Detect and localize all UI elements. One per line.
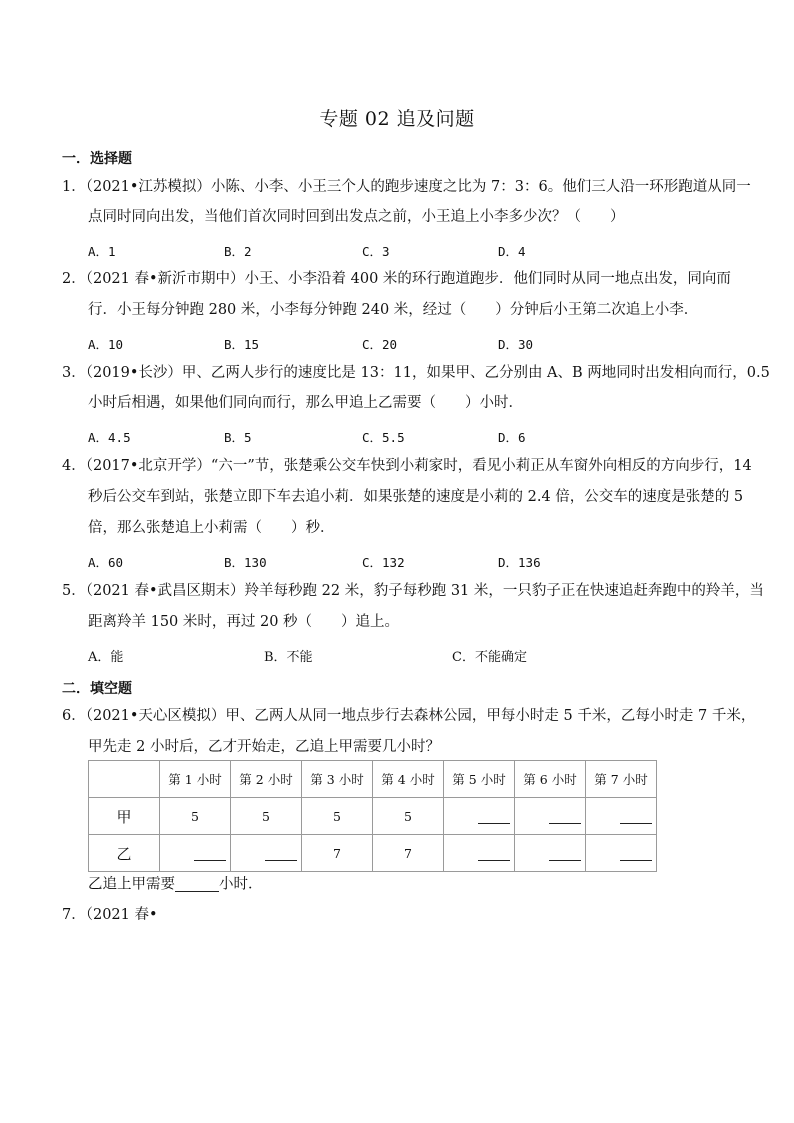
q2-option-d: D．30 [498, 337, 534, 352]
q6-answer-prefix: 乙追上甲需要 [88, 876, 175, 893]
q4-option-a: A．60 [88, 555, 124, 570]
q3-option-a: A．4.5 [88, 430, 131, 445]
q3-line1: 3．（2019•长沙）甲、乙两人步行的速度比是 13：11，如果甲、乙分别由 A、B 两地同时出发相向而行，0.5 [62, 365, 770, 381]
yi-hour-3: 7 [302, 835, 373, 872]
yi-hour-7-blank[interactable] [586, 835, 657, 872]
table-header-hour-3: 第 3 小时 [302, 761, 373, 798]
q1-option-c: C．3 [362, 244, 390, 259]
jia-hour-7-blank[interactable] [586, 798, 657, 835]
q3-line2: 小时后相遇，如果他们同向而行，那么甲追上乙需要（ ）小时． [88, 395, 523, 411]
q7-line1: 7．（2021 春• [62, 907, 158, 923]
q1-option-a: A．1 [88, 244, 116, 259]
yi-hour-4: 7 [373, 835, 444, 872]
q2-option-b: B．15 [224, 337, 260, 352]
q2-option-c: C．20 [362, 337, 398, 352]
section-heading-choice: 一．选择题 [62, 151, 132, 167]
q5-line2: 距离羚羊 150 米时，再过 20 秒（ ）追上。 [88, 614, 400, 630]
q5-option-a: A．能 [88, 650, 124, 665]
row-label-yi: 乙 [89, 835, 160, 872]
table-header-hour-7: 第 7 小时 [586, 761, 657, 798]
jia-hour-3: 5 [302, 798, 373, 835]
table-header-hour-1: 第 1 小时 [160, 761, 231, 798]
q4-option-b: B．130 [224, 555, 267, 570]
q2-line2: 行．小王每分钟跑 280 米，小李每分钟跑 240 米，经过（ ）分钟后小王第二次追上小李． [88, 302, 699, 318]
table-header-hour-5: 第 5 小时 [444, 761, 515, 798]
q6-answer-suffix: 小时． [219, 876, 263, 893]
speed-table [88, 760, 657, 872]
q1-option-b: B．2 [224, 244, 252, 259]
q2-line1: 2．（2021 春•新沂市期中）小王、小李沿着 400 米的环行跑道跑步．他们同时从同一地点出发，同向而 [62, 271, 731, 287]
table-header-row [89, 761, 657, 798]
q6-answer-line [88, 877, 263, 892]
jia-hour-1: 5 [160, 798, 231, 835]
q4-option-d: D．136 [498, 555, 541, 570]
jia-hour-4: 5 [373, 798, 444, 835]
q2-option-a: A．10 [88, 337, 124, 352]
jia-hour-6-blank[interactable] [515, 798, 586, 835]
table-corner-cell [89, 761, 160, 798]
q3-option-c: C．5.5 [362, 430, 405, 445]
table-header-hour-2: 第 2 小时 [231, 761, 302, 798]
yi-hour-1-blank[interactable] [160, 835, 231, 872]
row-label-jia: 甲 [89, 798, 160, 835]
yi-hour-2-blank[interactable] [231, 835, 302, 872]
q3-option-d: D．6 [498, 430, 526, 445]
q1-line2: 点同时同向出发，当他们首次同时回到出发点之前，小王追上小李多少次？（ ） [88, 209, 625, 225]
q6-line2: 甲先走 2 小时后，乙才开始走，乙追上甲需要几小时？ [88, 739, 440, 755]
q4-line1: 4．（2017•北京开学）“六一”节，张楚乘公交车快到小莉家时，看见小莉正从车窗外向相反的方向步行，14 [62, 458, 752, 474]
q4-option-c: C．132 [362, 555, 405, 570]
q4-line2: 秒后公交车到站，张楚立即下车去追小莉．如果张楚的速度是小莉的 2.4 倍，公交车的速度是张楚的 5 [88, 489, 744, 505]
page-title: 专题 02 追及问题 [319, 108, 475, 130]
yi-hour-5-blank[interactable] [444, 835, 515, 872]
q5-option-c: C．不能确定 [452, 650, 527, 665]
table-header-hour-6: 第 6 小时 [515, 761, 586, 798]
section-heading-fill: 二．填空题 [62, 681, 132, 697]
table-row-yi [89, 835, 657, 872]
q4-line3: 倍，那么张楚追上小莉需（ ）秒． [88, 520, 335, 536]
q5-option-b: B．不能 [264, 650, 313, 665]
jia-hour-5-blank[interactable] [444, 798, 515, 835]
q5-line1: 5．（2021 春•武昌区期末）羚羊每秒跑 22 米，豹子每秒跑 31 米，一只豹子正在快速追赶奔跑中的羚羊，当 [62, 583, 764, 599]
yi-hour-6-blank[interactable] [515, 835, 586, 872]
q3-option-b: B．5 [224, 430, 252, 445]
q6-line1: 6．（2021•天心区模拟）甲、乙两人从同一地点步行去森林公园，甲每小时走 5 千米，乙每小时走 7 千米， [62, 708, 756, 724]
table-row-jia [89, 798, 657, 835]
table-header-hour-4: 第 4 小时 [373, 761, 444, 798]
q1-option-d: D．4 [498, 244, 526, 259]
q6-answer-blank[interactable] [175, 877, 219, 892]
jia-hour-2: 5 [231, 798, 302, 835]
q1-line1: 1．（2021•江苏模拟）小陈、小李、小王三个人的跑步速度之比为 7：3：6。他们三人沿一环形跑道从同一 [62, 179, 751, 195]
